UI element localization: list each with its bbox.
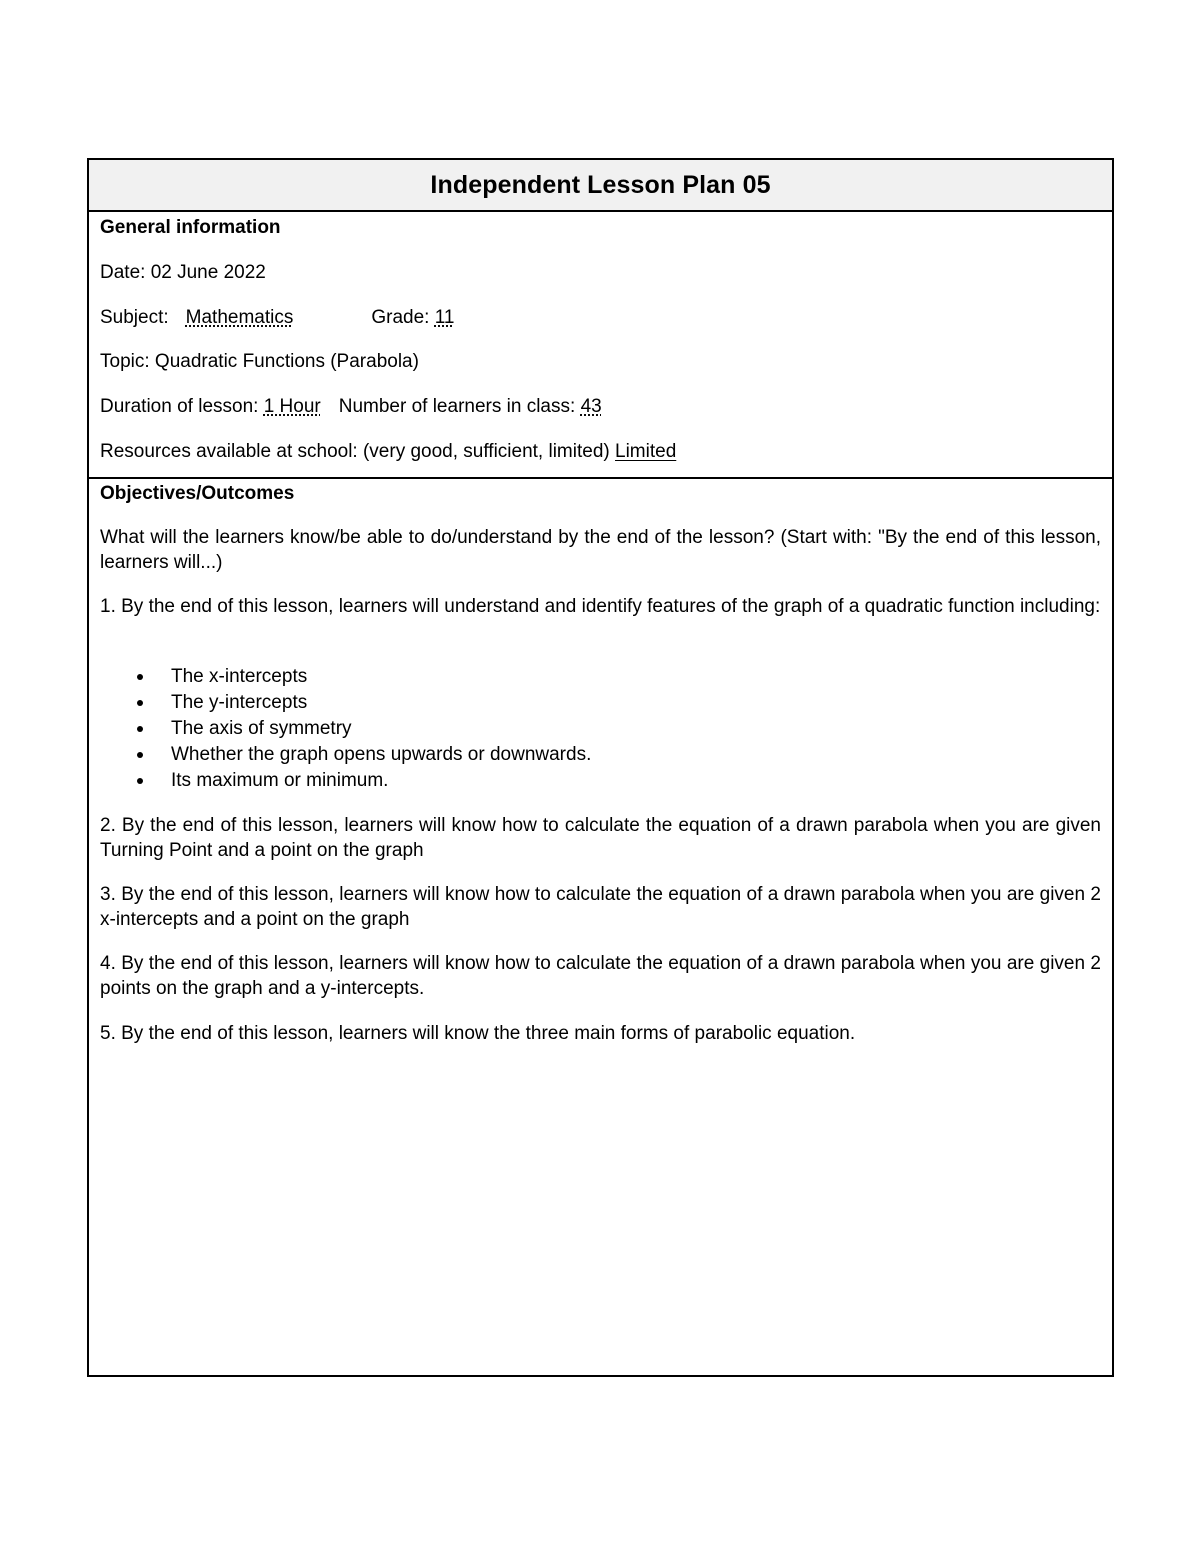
objective-item-2: 2. By the end of this lesson, learners will know how to calculate the equation of a drawn parabola when you are given Turning Point and a point on the graph (100, 815, 1101, 861)
subject-value: Mathematics (185, 307, 294, 328)
list-item (100, 716, 591, 742)
date-value: 02 June 2022 (150, 262, 266, 283)
objective-item-5: 5. By the end of this lesson, learners will know the three main forms of parabolic equation. (100, 1023, 856, 1044)
list-item (100, 690, 591, 716)
objective-item-4: 4. By the end of this lesson, learners will know how to calculate the equation of a drawn parabola when you are given 2 points on the graph and a y-intercepts. (100, 953, 1101, 999)
objectives-section (89, 479, 1112, 1375)
duration-line (100, 395, 602, 419)
topic-value: Quadratic Functions (Parabola) (154, 351, 419, 372)
date-label: Date: (100, 262, 151, 283)
lesson-plan-table (87, 158, 1114, 1377)
learners-value: 43 (580, 396, 602, 417)
bullet-icon (137, 752, 143, 758)
feature-text: The y-intercepts (171, 692, 308, 713)
feature-text: Its maximum or minimum. (171, 770, 389, 791)
page-title: Independent Lesson Plan 05 (430, 170, 771, 199)
resources-label: Resources available at school: (very good, sufficient, limited) (100, 441, 616, 462)
general-information-section (89, 212, 1112, 479)
resources-value: Limited (615, 441, 677, 462)
feature-text: The x-intercepts (171, 666, 308, 687)
feature-text: The axis of symmetry (171, 718, 352, 739)
title-row (89, 160, 1112, 212)
list-item (100, 742, 591, 768)
bullet-icon (137, 778, 143, 784)
bullet-icon (137, 726, 143, 732)
feature-text: Whether the graph opens upwards or downwards. (171, 744, 592, 765)
grade-label: Grade: (371, 307, 435, 328)
subject-grade-line (100, 306, 454, 330)
subject-label: Subject: (100, 307, 169, 328)
objective-item-3: 3. By the end of this lesson, learners will know how to calculate the equation of a drawn parabola when you are given 2 x-intercepts and a point on the graph (100, 884, 1101, 930)
date-line (100, 261, 266, 285)
grade-value: 11 (434, 307, 455, 328)
duration-value: 1 Hour (263, 396, 321, 417)
topic-label: Topic: (100, 351, 155, 372)
general-information-heading: General information (100, 217, 281, 238)
objective-item-1: 1. By the end of this lesson, learners will understand and identify features of the graph of a quadratic function including: (100, 596, 1101, 617)
duration-label: Duration of lesson: (100, 396, 264, 417)
features-list (100, 664, 591, 794)
learners-label: Number of learners in class: (338, 396, 581, 417)
objectives-prompt: What will the learners know/be able to do/understand by the end of the lesson? (Start with: "By the end of this lesson, learners will...) (100, 527, 1101, 573)
bullet-icon (137, 674, 143, 680)
bullet-icon (137, 700, 143, 706)
resources-line (100, 440, 676, 464)
list-item (100, 768, 591, 794)
objectives-heading: Objectives/Outcomes (100, 483, 295, 504)
topic-line (100, 350, 419, 374)
list-item (100, 664, 591, 690)
